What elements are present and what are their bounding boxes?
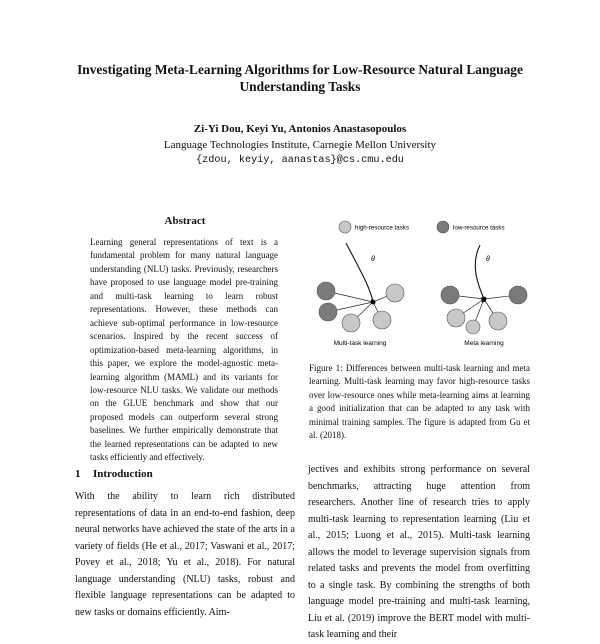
multitask-label: Multi-task learning (333, 340, 387, 347)
meta-theta: θ (486, 256, 490, 263)
low-resource-task-node (317, 282, 335, 300)
figure-1 (308, 215, 533, 355)
paper-title: Investigating Meta-Learning Algorithms for Low-Resource Natural Language Understanding Tasks (77, 62, 523, 94)
abstract-text: Learning general representations of text is a fundamental problem for many natural language understanding (NLU) tasks. Previously, researchers have proposed to use language model pre-training and multi-task learning to learn robust representations. However, these methods can achieve sub-optimal performance in low-resource scenarios. Inspired by the recent success of optimization-based meta-learning algorithms, in this paper, we explore the model-agnostic meta-learning algorithm (MAML) and its variants for low-resource NLU tasks. We validate our methods on the GLUE benchmark and show that our proposed models can outperform several strong baselines. We further empirically demonstrate that the learned representations can be adapted to new tasks efficiently and effectively. (90, 237, 278, 463)
figure-diagram (308, 215, 533, 355)
legend-high-label: high-resource tasks (355, 224, 409, 232)
section-heading-introduction (75, 467, 305, 481)
introduction-paragraph-left: With the ability to learn rich distributed representations of data in an end-to-end fashion, deep neural networks have achieved the state of the arts in a variety of fields (He et al., 2017; Vaswani et al., 2017; Povey et al., 2018; Yu et al., 2018). For natural language understanding (NLU) tasks, robust and flexible language representations can be adapted to new tasks or domains efficiently. Aim- (75, 491, 295, 618)
legend-low-label: low-resource tasks (453, 224, 505, 232)
abstract-heading: Abstract (164, 215, 206, 227)
figure-caption: Figure 1: Differences between multi-task learning and meta learning. Multi-task learning may favor high-resource tasks over low-resource ones while meta-learning aims at learning a good initialization that can be adapted to any task with minimal training samples. The figure is adapted from Gu et al. (2018). (309, 363, 530, 441)
affiliation: Language Technologies Institute, Carnegie Mellon University (163, 139, 437, 151)
high-resource-task-node (386, 284, 404, 302)
meta-learning-label: Meta learning (464, 340, 504, 347)
section-number: 1 (75, 468, 81, 480)
meta-learning-diagram (441, 245, 527, 347)
author-block (60, 121, 540, 169)
legend-low-marker (437, 221, 449, 233)
legend-high-marker (339, 221, 351, 233)
high-resource-task-node (373, 311, 391, 329)
meta-solution-point (482, 297, 487, 302)
high-resource-task-node (447, 309, 465, 327)
low-resource-task-node (319, 303, 337, 321)
author-email: {zdou, keyiy, aanastas}@cs.cmu.edu (196, 155, 404, 166)
section-title: Introduction (93, 468, 153, 480)
multitask-solution-point (371, 300, 376, 305)
low-resource-task-node (509, 286, 527, 304)
high-resource-task-node (466, 320, 480, 334)
introduction-paragraph-right: jectives and exhibits strong performance on several benchmarks, attracting huge attention from researchers. Another line of research tries to apply multi-task learning to representation learning (Liu et al., 2015; Luong et al., 2015). Multi-task learning allows the model to leverage supervision signals from related tasks and prevents the model from overfitting to a single task. By combining the strengths of both language model pre-training and multi-task learning, Liu et al. (2019) improve the BERT model with multi-task learning and their (308, 464, 530, 640)
author-names: Zi-Yi Dou, Keyi Yu, Antonios Anastasopoulos (193, 123, 407, 135)
high-resource-task-node (489, 312, 507, 330)
multitask-trajectory (346, 243, 373, 302)
low-resource-task-node (441, 286, 459, 304)
multitask-diagram (317, 243, 404, 347)
high-resource-task-node (342, 314, 360, 332)
meta-trajectory (475, 245, 484, 299)
multitask-theta: θ (371, 256, 375, 263)
